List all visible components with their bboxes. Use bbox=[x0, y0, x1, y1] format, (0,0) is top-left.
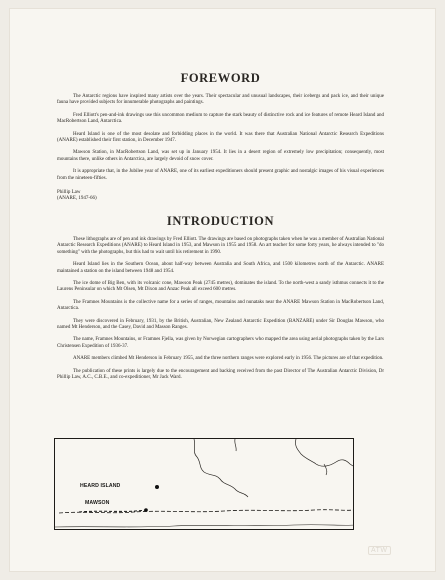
foreword-paragraph: Heard Island is one of the most desolate and forbidding places in the world. It was there that Australian National Antarctic Research Expeditions (ANARE) established their first station, in December 1947. bbox=[57, 131, 384, 144]
introduction-paragraph: ANARE members climbed Mt Henderson in February 1955, and the three northern ranges were explored early in 1956. The pictures are of that expedition. bbox=[73, 356, 384, 362]
australia-coastline bbox=[295, 439, 353, 466]
mawson-label: MAWSON bbox=[85, 500, 110, 506]
introduction-paragraph: The name, Framnes Mountains, or Framnes Fjella, was given by Norwegian cartographers who mapped the area using aerial photographs taken by the Lars Christensen Expedition of 1936-37. bbox=[57, 337, 384, 349]
foreword-paragraph: The Antarctic regions have inspired many artists over the years. Their spectacular and unusual landscapes, their icebergs and pack ice, and their unique fauna have provided subjects for innumerable photographs and paintings. bbox=[57, 94, 384, 106]
heard-island-label: HEARD ISLAND bbox=[80, 483, 121, 489]
foreword-paragraph: Fred Elliott's pen-and-ink drawings use this uncommon medium to capture the stark beauty of distinctive rock and ice features of remote Heard Island and MacRobertson Land, Antarctica. bbox=[57, 112, 384, 125]
location-map bbox=[54, 438, 354, 530]
signature-name: Phillip Law bbox=[57, 190, 81, 196]
coastline-north bbox=[235, 439, 236, 451]
antarctica-coastline bbox=[54, 525, 354, 527]
signature-detail: (ANARE, 1947-66) bbox=[57, 196, 97, 202]
text-body bbox=[57, 71, 384, 387]
introduction-paragraph: The Framnes Mountains is the collective name for a series of ranges, mountains and nunataks near the ANARE Mawson Station in MacRobertson Land, Antarctica. bbox=[57, 299, 384, 312]
route-line bbox=[79, 510, 146, 512]
introduction-paragraph: These lithographs are of pen and ink drawings by Fred Elliott. The drawings are based on photographs taken when he was a member of Australian National Antarctic Research Expeditions (ANARE) to Heard Island in 1953, and Mawson in 1955 and 1958. An art teacher for some forty years, he always intended to "do something" with the photographs, but this had to wait until his retirement in 1990. bbox=[57, 236, 384, 255]
introduction-paragraph: The ice dome of Big Ben, with its volcanic cone, Mawson Peak (2745 metres), dominates the island. To the north-west a sandy isthmus connects it to the Laurens Peninsular on which Mt Olsen, Mt Dixon and Anzac Peak all exceed 600 metres. bbox=[57, 280, 384, 293]
foreword-paragraph: Mawson Station, in MacRobertson Land, was set up in January 1954. It lies in a desert region of extremely low precipitation; consequently, most mountains there, unlike others in Antarctica, are largely devoid of snow cover. bbox=[57, 150, 384, 162]
blind-stamp: ATW bbox=[368, 546, 391, 555]
introduction-paragraph: The publication of these prints is largely due to the encouragement and backing received from the past Director of The Australian Antarctic Division, Dr Phillip Law, A.C., C.B.E., and co-expeditioner, Mr Jack Ward. bbox=[57, 368, 384, 380]
foreword-heading: FOREWORD bbox=[180, 71, 261, 85]
introduction-paragraph: Heard Island lies in the Southern Ocean, about half-way between Australia and South Africa, and 1500 kilometres north of the Antarctic. ANARE maintained a station on the island between 1948 and 1954. bbox=[57, 262, 384, 274]
foreword-paragraph: It is appropriate that, in the Jubilee year of ANARE, one of its earliest expeditioners should present graphic and nostalgic images of his visual experiences from the nineteen-fifties. bbox=[57, 169, 384, 181]
introduction-heading: INTRODUCTION bbox=[166, 213, 275, 228]
antarctic-circle-dashed bbox=[59, 510, 353, 513]
foreword-section bbox=[57, 71, 384, 203]
africa-coastline bbox=[194, 439, 248, 497]
introduction-section bbox=[57, 214, 384, 382]
foreword-signature bbox=[57, 190, 384, 203]
heard-island-marker bbox=[155, 485, 159, 489]
introduction-paragraph: They were discovered in February, 1931, by the British, Australian, New Zealand Antarctic Expedition (BANZARE) under Sir Douglas Mawson, who named Mt Henderson, and the Casey, David and Masson Ranges. bbox=[57, 318, 384, 330]
